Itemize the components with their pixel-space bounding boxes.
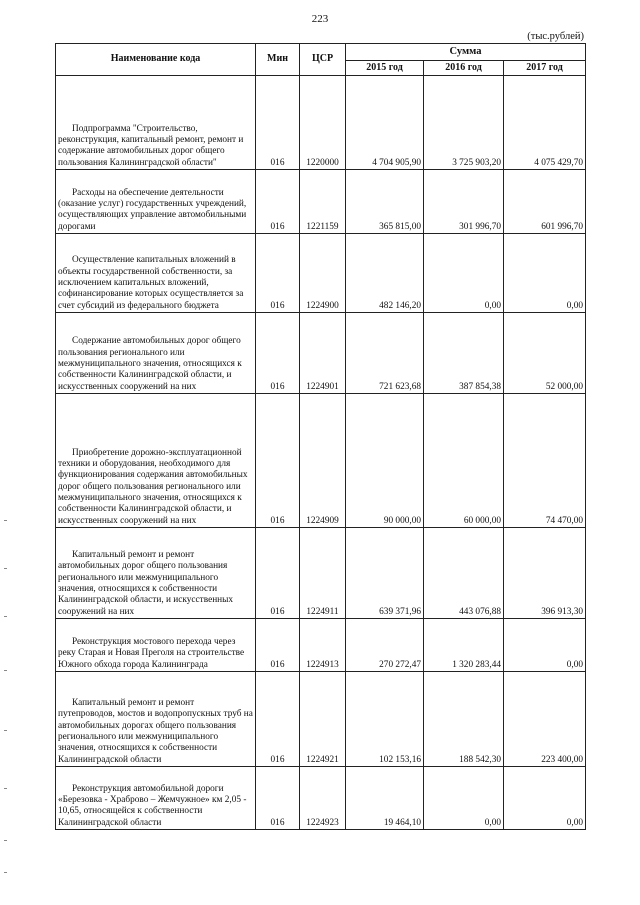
row-value-2016: 0,00 [424, 767, 504, 830]
row-value-2016: 188 542,30 [424, 672, 504, 767]
row-min: 016 [256, 76, 300, 170]
row-name: Осуществление капитальных вложений в объекты государственной собственности, за исключением капитальных вложений, софинансирование которых осуществляется за счет субсидий из федерального бюджета [56, 234, 256, 313]
row-min: 016 [256, 394, 300, 528]
row-name: Приобретение дорожно-эксплуатационной техники и оборудования, необходимого для функционирования содержания автомобильных дорог общего пользования регионального или межмуниципального значения, относящихся к собственности Калининградской области, и искусственных сооружений на них [56, 394, 256, 528]
table-row [56, 76, 586, 170]
row-min: 016 [256, 619, 300, 672]
row-min: 016 [256, 313, 300, 394]
header-name: Наименование кода [56, 44, 256, 76]
row-value-2017: 396 913,30 [504, 528, 586, 619]
row-value-2016: 1 320 283,44 [424, 619, 504, 672]
row-value-2016: 0,00 [424, 234, 504, 313]
row-value-2017: 0,00 [504, 767, 586, 830]
row-value-2015: 639 371,96 [346, 528, 424, 619]
table-row [56, 313, 586, 394]
row-csr: 1224911 [300, 528, 346, 619]
row-value-2015: 721 623,68 [346, 313, 424, 394]
row-min: 016 [256, 170, 300, 234]
page-number: 223 [311, 13, 329, 25]
row-value-2015: 90 000,00 [346, 394, 424, 528]
row-value-2015: 270 272,47 [346, 619, 424, 672]
units-label: (тыс.рублей) [527, 31, 584, 42]
row-value-2016: 301 996,70 [424, 170, 504, 234]
row-min: 016 [256, 767, 300, 830]
table-row [56, 767, 586, 830]
row-csr: 1224923 [300, 767, 346, 830]
row-value-2017: 223 400,00 [504, 672, 586, 767]
row-value-2015: 4 704 905,90 [346, 76, 424, 170]
row-name: Расходы на обеспечение деятельности (оказание услуг) государственных учреждений, осуществляющих управление автомобильными дорогами [56, 170, 256, 234]
table-row [56, 234, 586, 313]
row-csr: 1224909 [300, 394, 346, 528]
row-name: Капитальный ремонт и ремонт путепроводов, мостов и водопропускных труб на автомобильных дорогах общего пользования регионального или межмуниципального значения, относящихся к собственности Калининградской области [56, 672, 256, 767]
table-row [56, 619, 586, 672]
table-row [56, 394, 586, 528]
row-name: Капитальный ремонт и ремонт автомобильных дорог общего пользования регионального или межмуниципального значения, относящихся к собственности Калининградской области, и искусственных сооружений на них [56, 528, 256, 619]
row-name: Подпрограмма "Строительство, реконструкция, капитальный ремонт, ремонт и содержание автомобильных дорог общего пользования Калининградской области" [56, 76, 256, 170]
row-min: 016 [256, 672, 300, 767]
budget-table [55, 43, 586, 830]
row-value-2017: 4 075 429,70 [504, 76, 586, 170]
row-name: Реконструкция автомобильной дороги «Березовка - Храброво – Жемчужное» км 2,05 - 10,65, относящейся к собственности Калининградской области [56, 767, 256, 830]
row-value-2015: 19 464,10 [346, 767, 424, 830]
table-row [56, 528, 586, 619]
row-min: 016 [256, 234, 300, 313]
table-row [56, 672, 586, 767]
row-value-2017: 601 996,70 [504, 170, 586, 234]
row-value-2017: 0,00 [504, 234, 586, 313]
row-name: Реконструкция мостового перехода через реку Старая и Новая Преголя на строительстве Южного обхода города Калининграда [56, 619, 256, 672]
header-year-2016: 2016 год [424, 61, 504, 76]
row-value-2015: 482 146,20 [346, 234, 424, 313]
row-value-2017: 0,00 [504, 619, 586, 672]
row-value-2017: 52 000,00 [504, 313, 586, 394]
row-csr: 1221159 [300, 170, 346, 234]
row-min: 016 [256, 528, 300, 619]
row-value-2016: 3 725 903,20 [424, 76, 504, 170]
scan-margin-marks [4, 520, 10, 880]
row-csr: 1220000 [300, 76, 346, 170]
row-value-2015: 365 815,00 [346, 170, 424, 234]
row-value-2016: 60 000,00 [424, 394, 504, 528]
header-csr: ЦСР [300, 44, 346, 76]
row-value-2015: 102 153,16 [346, 672, 424, 767]
row-value-2016: 443 076,88 [424, 528, 504, 619]
header-year-2015: 2015 год [346, 61, 424, 76]
row-csr: 1224921 [300, 672, 346, 767]
row-csr: 1224901 [300, 313, 346, 394]
table-row [56, 170, 586, 234]
row-name: Содержание автомобильных дорог общего пользования регионального или межмуниципального значения, относящихся к собственности Калининградской области, и искусственных сооружений на них [56, 313, 256, 394]
header-year-2017: 2017 год [504, 61, 586, 76]
header-min: Мин [256, 44, 300, 76]
row-csr: 1224900 [300, 234, 346, 313]
row-csr: 1224913 [300, 619, 346, 672]
row-value-2016: 387 854,38 [424, 313, 504, 394]
header-sum: Сумма [346, 44, 586, 61]
row-value-2017: 74 470,00 [504, 394, 586, 528]
